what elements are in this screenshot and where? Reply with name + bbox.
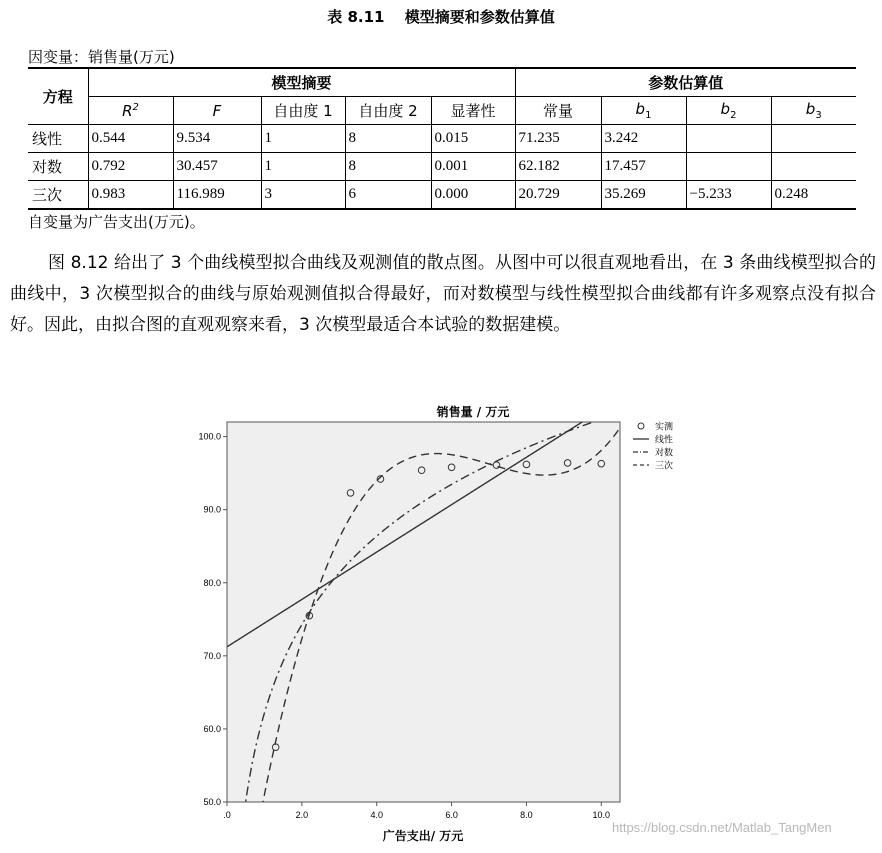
cell-df1: 3	[261, 181, 345, 210]
cell-constant: 62.182	[515, 153, 601, 181]
legend-label-linear: 线性	[655, 435, 674, 446]
cell-f: 9.534	[173, 125, 261, 153]
cell-b1: 3.242	[601, 125, 686, 153]
header-model-summary: 模型摘要	[88, 68, 515, 97]
y-tick-label: 70.0	[203, 650, 221, 661]
chart-title: 销售量 / 万元	[436, 405, 510, 419]
legend-marker-observed	[638, 423, 644, 429]
cell-b3: 0.248	[771, 181, 856, 210]
header-constant: 常量	[515, 97, 601, 125]
header-b1: $b_1$	[601, 97, 686, 125]
curve-fit-figure	[180, 398, 700, 853]
x-tick-label: 6.0	[445, 810, 458, 820]
row-name: 线性	[28, 125, 88, 153]
x-tick-label: 10.0	[592, 810, 611, 820]
y-tick-label: 100.0	[198, 431, 221, 442]
cell-f: 116.989	[173, 181, 261, 210]
x-tick-label: 8.0	[520, 810, 533, 820]
x-tick-label: 4.0	[370, 810, 383, 820]
cell-b2	[686, 125, 771, 153]
cell-constant: 71.235	[515, 125, 601, 153]
table-header-row-2	[28, 97, 856, 125]
cell-b1: 35.269	[601, 181, 686, 210]
y-tick-label: 60.0	[203, 723, 221, 734]
row-name: 三次	[28, 181, 88, 210]
dependent-variable-label: 因变量：销售量(万元)	[28, 48, 175, 66]
cell-sig: 0.001	[431, 153, 515, 181]
table-header-row-1	[28, 68, 856, 97]
cell-f: 30.457	[173, 153, 261, 181]
cell-constant: 20.729	[515, 181, 601, 210]
header-b3: $b_3$	[771, 97, 856, 125]
table-row	[28, 181, 856, 210]
cell-r2: 0.983	[88, 181, 173, 210]
cell-sig: 0.015	[431, 125, 515, 153]
model-summary-table	[28, 67, 856, 210]
x-tick-label: .0	[223, 810, 231, 820]
header-b2: $b_2$	[686, 97, 771, 125]
cell-sig: 0.000	[431, 181, 515, 210]
cell-r2: 0.544	[88, 125, 173, 153]
x-axis-label: 广告支出/ 万元	[382, 829, 464, 843]
chart-legend	[633, 421, 673, 472]
y-tick-label: 90.0	[203, 504, 221, 515]
y-tick-label: 50.0	[203, 797, 221, 807]
cell-df1: 1	[261, 125, 345, 153]
watermark-url: https://blog.csdn.net/Matlab_TangMen	[612, 820, 832, 835]
cell-r2: 0.792	[88, 153, 173, 181]
table-note: 自变量为广告支出(万元)。	[28, 213, 205, 231]
cell-b2	[686, 153, 771, 181]
header-param-estimates: 参数估算值	[515, 68, 856, 97]
cell-b2: −5.233	[686, 181, 771, 210]
table-caption: 表 8.11 模型摘要和参数估算值	[327, 8, 555, 26]
cell-b3	[771, 125, 856, 153]
cell-df1: 1	[261, 153, 345, 181]
plot-area	[227, 422, 620, 802]
table-row	[28, 153, 856, 181]
body-paragraph: 图 8.12 给出了 3 个曲线模型拟合曲线及观测值的散点图。从图中可以很直观地看出，在 3 条曲线模型拟合的曲线中，3 次模型拟合的曲线与原始观测值拟合得最好，而对数模型与线性模型拟合曲线都有许多观察点没有拟合好。因此，由拟合图的直观观察来看，3 次模型最适合本试验的数据建模。	[10, 253, 876, 335]
header-f: F	[173, 97, 261, 125]
cell-df2: 8	[345, 153, 431, 181]
cell-df2: 6	[345, 181, 431, 210]
legend-label-logarithmic: 对数	[655, 448, 674, 459]
curve-fit-chart	[180, 398, 700, 848]
table-row	[28, 125, 856, 153]
row-name: 对数	[28, 153, 88, 181]
cell-b3	[771, 153, 856, 181]
legend-label-cubic: 三次	[655, 461, 674, 472]
y-tick-label: 80.0	[203, 577, 221, 588]
header-r2: $R^2$	[88, 97, 173, 125]
x-tick-label: 2.0	[295, 810, 309, 820]
header-sig: 显著性	[431, 97, 515, 125]
header-df2: 自由度 2	[345, 97, 431, 125]
cell-df2: 8	[345, 125, 431, 153]
cell-b1: 17.457	[601, 153, 686, 181]
header-df1: 自由度 1	[261, 97, 345, 125]
legend-label-observed: 实测	[655, 422, 674, 433]
header-equation: 方程	[28, 68, 88, 125]
